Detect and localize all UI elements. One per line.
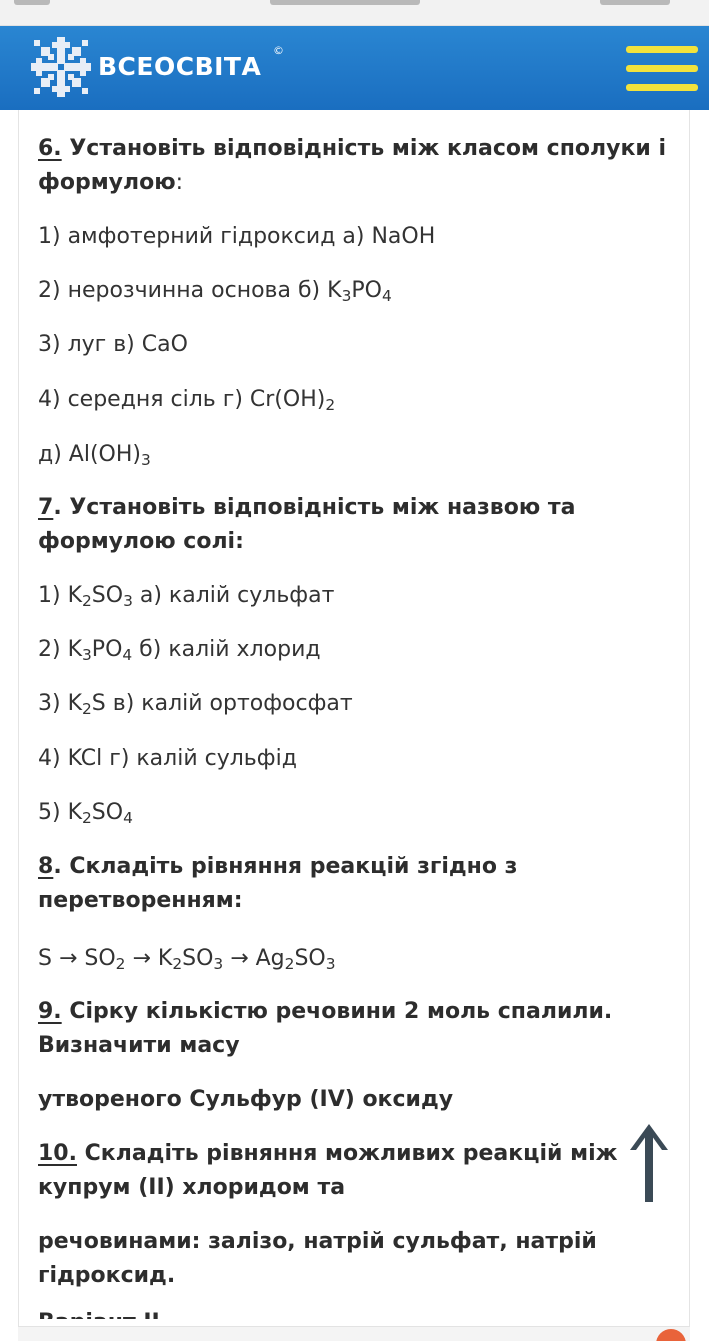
- q7-line-3: [38, 689, 353, 719]
- subscript: 2: [82, 808, 92, 827]
- q8-chain-text: SO: [182, 946, 214, 971]
- browser-top-strip: [0, 0, 709, 26]
- subscript: 3: [325, 954, 336, 973]
- q10-title-text: Складіть рівняння можливих реакцій між: [76, 1141, 618, 1166]
- q6-l2-text: 2) нерозчинна основа б) K: [38, 278, 342, 303]
- top-strip-fragment: [600, 0, 670, 5]
- q10-title-line3: речовинами: залізо, натрій сульфат, натрій: [38, 1229, 597, 1254]
- q6-line-2: [38, 276, 392, 306]
- q6-l5-text: д) Al(OH): [38, 442, 141, 467]
- logo-snowflake-icon[interactable]: [28, 34, 94, 100]
- hamburger-line: [626, 65, 698, 72]
- q7-text: 2) K: [38, 637, 82, 662]
- q8-chain-text: SO: [294, 946, 326, 971]
- top-strip-fragment: [270, 0, 420, 5]
- q7-text: б) калій хлорид: [132, 637, 321, 662]
- q9-title: [38, 997, 612, 1027]
- q6-title-text: Установіть відповідність між класом сполуки і: [69, 136, 667, 161]
- q8-chain-text: → Ag: [223, 946, 285, 971]
- subscript: 2: [172, 954, 183, 973]
- site-header: [0, 26, 709, 110]
- card-bottom-edge: [18, 1326, 690, 1341]
- q6-title2-colon: :: [175, 170, 184, 195]
- subscript: 2: [82, 699, 92, 718]
- subscript: 3: [341, 286, 352, 305]
- subscript: 2: [284, 954, 295, 973]
- q6-line-4: [38, 385, 335, 415]
- q9-title-text: Сірку кількістю речовини 2 моль спалили.: [61, 999, 613, 1024]
- q10-number: 10.: [38, 1141, 77, 1166]
- q10-title-line4: гідроксид.: [38, 1263, 176, 1288]
- q8-title: [38, 852, 517, 882]
- copyright-mark: ©: [273, 44, 284, 57]
- q8-number: 8: [38, 854, 54, 879]
- q7-line-5: [38, 798, 133, 828]
- subscript: 2: [325, 395, 336, 414]
- q6-l4-text: 4) середня сіль г) Cr(OH): [38, 387, 326, 412]
- q8-title-line2: перетворенням:: [38, 888, 243, 913]
- q7-line-2: [38, 635, 321, 665]
- arrow-up-icon[interactable]: [626, 1120, 672, 1204]
- q7-title-line2: формулою солі:: [38, 529, 244, 554]
- hamburger-line: [626, 84, 698, 91]
- subscript: 3: [82, 645, 92, 664]
- subscript: 3: [213, 954, 224, 973]
- q6-title-line2: [38, 168, 183, 198]
- q7-title: [38, 493, 576, 523]
- q7-text: SO: [91, 583, 124, 608]
- q6-line-1: 1) амфотерний гідроксид а) NaOH: [38, 224, 436, 249]
- q7-text: S в) калій ортофосфат: [91, 691, 353, 716]
- subscript: 4: [381, 286, 392, 305]
- q8-chain-text: S → SO: [38, 946, 116, 971]
- q8-title-text: . Складіть рівняння реакцій згідно з: [53, 854, 518, 879]
- hamburger-menu-button[interactable]: [626, 46, 698, 92]
- q6-number: 6.: [38, 136, 62, 161]
- top-strip-fragment: [14, 0, 50, 5]
- subscript: 3: [123, 591, 133, 610]
- subscript: 4: [123, 808, 133, 827]
- subscript: 2: [115, 954, 126, 973]
- q9-number: 9.: [38, 999, 62, 1024]
- q9-title-line3: утвореного Сульфур (IV) оксиду: [38, 1087, 454, 1112]
- q6-line-3: 3) луг в) CaO: [38, 332, 188, 357]
- subscript: 4: [122, 645, 133, 664]
- q8-chain: [38, 944, 336, 974]
- q7-text: а) калій сульфат: [132, 583, 335, 608]
- q7-text: 3) K: [38, 691, 82, 716]
- q7-line-4: 4) KCl г) калій сульфід: [38, 746, 297, 771]
- q6-line-5: [38, 440, 151, 470]
- q6-l2-text: PO: [351, 278, 382, 303]
- q6-title: [38, 134, 666, 164]
- q6-title2-text: формулою: [38, 170, 176, 195]
- q10-title-line2: купрум (II) хлоридом та: [38, 1175, 346, 1200]
- q7-line-1: [38, 581, 334, 611]
- q7-number: 7: [38, 495, 54, 520]
- q7-text: PO: [91, 637, 123, 662]
- q8-chain-text: → K: [125, 946, 173, 971]
- q9-title-line2: Визначити масу: [38, 1033, 240, 1058]
- q7-text: 5) K: [38, 800, 82, 825]
- brand-name[interactable]: ВСЕОСВІТА: [98, 52, 262, 81]
- subscript: 2: [82, 591, 92, 610]
- q10-title: [38, 1139, 618, 1169]
- q7-text: 1) K: [38, 583, 82, 608]
- subscript: 3: [140, 450, 151, 469]
- hamburger-line: [626, 46, 698, 53]
- q7-text: SO: [91, 800, 124, 825]
- q7-title-text: . Установіть відповідність між назвою та: [53, 495, 576, 520]
